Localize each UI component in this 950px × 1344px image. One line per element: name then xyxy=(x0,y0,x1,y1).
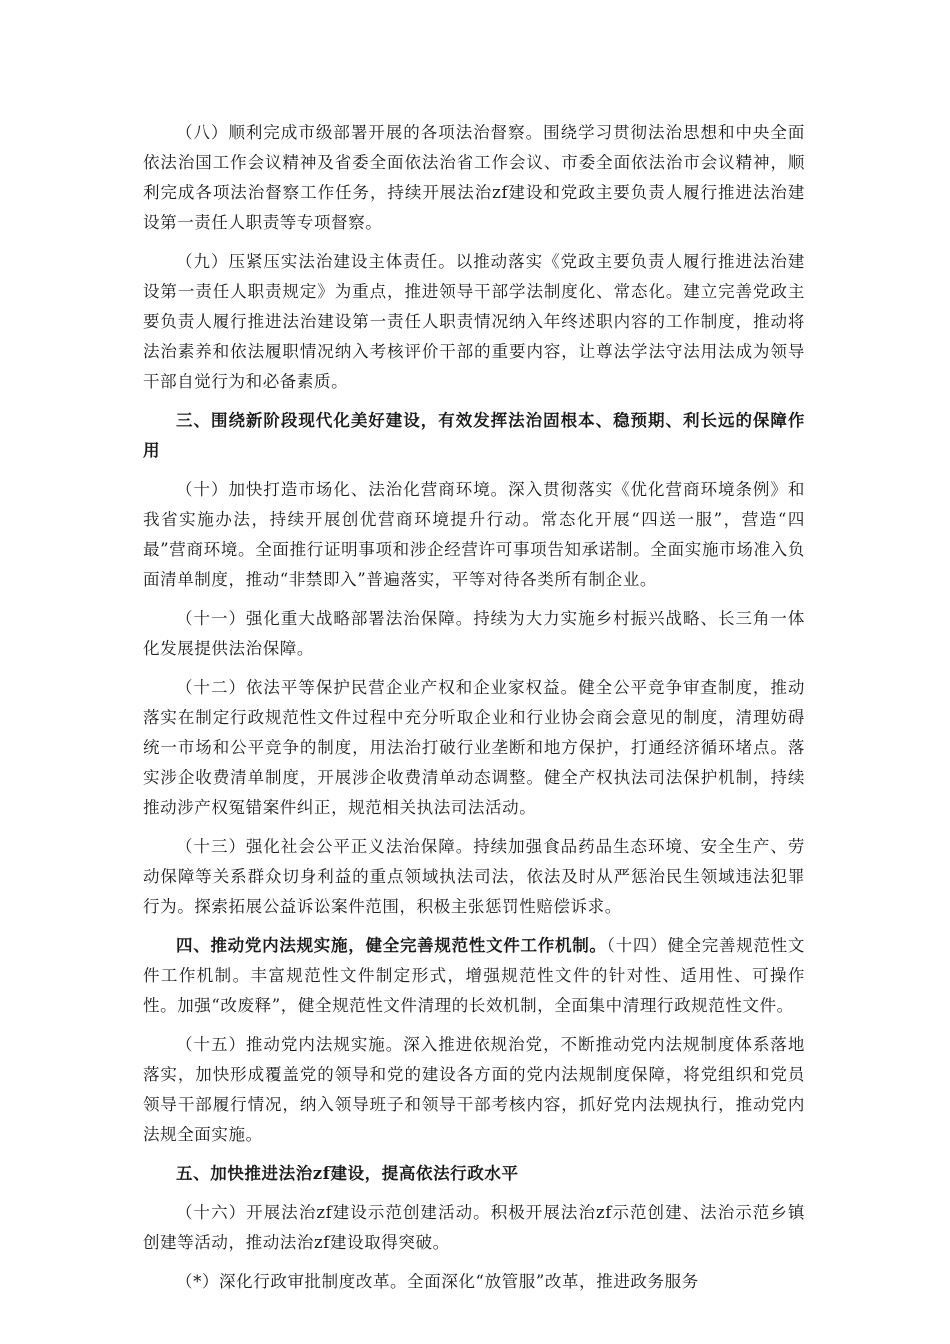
paragraph-12 xyxy=(143,673,805,823)
section-heading-4: 四、推动党内法规实施，健全完善规范性文件工作机制。 xyxy=(176,936,607,955)
paragraph-9 xyxy=(143,247,805,397)
section-heading-3 xyxy=(143,406,805,466)
section-heading-3-text: 三、围绕新阶段现代化美好建设，有效发挥法治固根本、稳预期、利长远的保障作用 xyxy=(143,411,805,460)
paragraph-15-text: （十五）推动党内法规实施。深入推进依规治党，不断推动党内法规制度体系落地落实，加快形成覆盖党的领导和党的建设各方面的党内法规制度保障，将党组织和党员领导干部履行情况，纳入领导班子和领导干部考核内容，抓好党内法规执行，推动党内法规全面实施。 xyxy=(143,1035,805,1144)
paragraph-10 xyxy=(143,475,805,595)
paragraph-8-text: （八）顺利完成市级部署开展的各项法治督察。围绕学习贯彻法治思想和中央全面依法治国工作会议精神及省委全面依法治省工作会议、市委全面依法治市会议精神，顺利完成各项法治督察工作任务，持续开展法治zf建设和党政主要负责人履行推进法治建设第一责任人职责等专项督察。 xyxy=(143,123,805,232)
section-heading-5-text: 五、加快推进法治zf建设，提高依法行政水平 xyxy=(176,1164,519,1183)
paragraph-15 xyxy=(143,1030,805,1150)
paragraph-10-text: （十）加快打造市场化、法治化营商环境。深入贯彻落实《优化营商环境条例》和我省实施办法，持续开展创优营商环境提升行动。常态化开展“四送一服”，营造“四最”营商环境。全面推行证明事项和涉企经营许可事项告知承诺制。全面实施市场准入负面清单制度，推动“非禁即入”普遍落实，平等对待各类所有制企业。 xyxy=(143,480,805,589)
section-heading-5 xyxy=(143,1159,805,1189)
paragraph-12-text: （十二）依法平等保护民营企业产权和企业家权益。健全公平竞争审查制度，推动落实在制定行政规范性文件过程中充分听取企业和行业协会商会意见的制度，清理妨碍统一市场和公平竞争的制度，用法治打破行业垄断和地方保护，打通经济循环堵点。落实涉企收费清单制度，开展涉企收费清单动态调整。健全产权执法司法保护机制，持续推动涉产权冤错案件纠正，规范相关执法司法活动。 xyxy=(143,678,805,817)
paragraph-13 xyxy=(143,832,805,922)
paragraph-16-text: （十六）开展法治zf建设示范创建活动。积极开展法治zf示范创建、法治示范乡镇创建等活动，推动法治zf建设取得突破。 xyxy=(143,1203,805,1252)
paragraph-11 xyxy=(143,604,805,664)
paragraph-11-text: （十一）强化重大战略部署法治保障。持续为大力实施乡村振兴战略、长三角一体化发展提供法治保障。 xyxy=(143,609,805,658)
paragraph-9-text: （九）压紧压实法治建设主体责任。以推动落实《党政主要负责人履行推进法治建设第一责任人职责规定》为重点，推进领导干部学法制度化、常态化。建立完善党政主要负责人履行推进法治建设第一责任人职责情况纳入年终述职内容的工作制度，推动将法治素养和依法履职情况纳入考核评价干部的重要内容，让尊法学法守法用法成为领导干部自觉行为和必备素质。 xyxy=(143,252,805,391)
paragraph-8 xyxy=(143,118,805,238)
paragraph-16 xyxy=(143,1198,805,1258)
paragraph-13-text: （十三）强化社会公平正义法治保障。持续加强食品药品生态环境、安全生产、劳动保障等关系群众切身利益的重点领域执法司法，依法及时从严惩治民生领域违法犯罪行为。探索拓展公益诉讼案件范围，积极主张惩罚性赔偿诉求。 xyxy=(143,837,805,916)
paragraph-14 xyxy=(143,931,805,1021)
paragraph-14-text: （十四）健全完善规范性文件工作机制。丰富规范性文件制定形式，增强规范性文件的针对性、适用性、可操作性。加强“改废释”，健全规范性文件清理的长效机制，全面集中清理行政规范性文件。 xyxy=(143,936,806,1015)
paragraph-17 xyxy=(143,1267,805,1297)
paragraph-17-text: （*）深化行政审批制度改革。全面深化“放管服”改革，推进政务服务 xyxy=(176,1272,699,1291)
